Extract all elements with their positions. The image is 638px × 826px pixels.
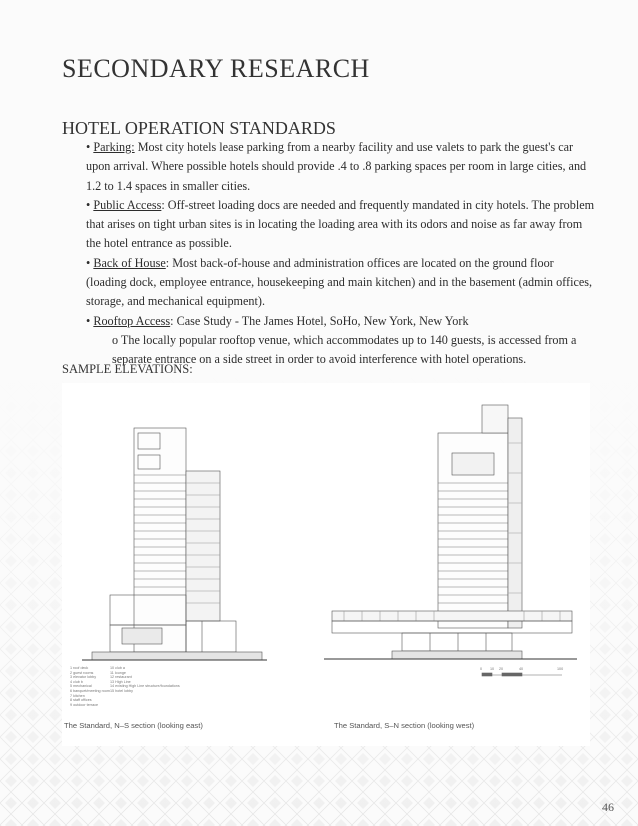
left-section-drawing <box>82 428 267 660</box>
bullet-label-parking: Parking: <box>93 140 135 154</box>
section-heading: HOTEL OPERATION STANDARDS <box>62 118 336 138</box>
legend-column-2 <box>110 666 180 694</box>
legend-column-1 <box>70 666 110 707</box>
bullet-text-public-access: : Off-street loading docs are needed and frequently mandated in city hotels. The problem that arises on tight urban sites is in locating the loading area with its odors and noise as far away from the hotel entrance as possible. <box>86 197 595 251</box>
scale-label-0: 0 <box>480 667 483 671</box>
legend-item: 5 mechanical <box>70 684 92 689</box>
bullet-label-back-of-house: Back of House <box>93 255 166 270</box>
scale-label-100: 100 <box>557 667 564 671</box>
bullet-label-rooftop-access: Rooftop Access <box>93 313 171 328</box>
page-title: SECONDARY RESEARCH <box>62 54 370 83</box>
scale-label-20: 20 <box>499 667 504 671</box>
legend-item: 9 outdoor terrace <box>70 702 99 707</box>
legend-item: 3 elevator lobby <box>70 675 97 680</box>
scale-label-10: 10 <box>490 667 495 671</box>
sub-bullet-marker: o <box>112 332 121 347</box>
bullet-marker: • <box>86 255 94 270</box>
legend-item: 13 High Line <box>110 679 131 684</box>
legend-item: 14 existing High Line structure/foundations <box>110 684 180 689</box>
bullet-parking <box>86 138 596 196</box>
legend-item: 1 roof deck <box>70 666 89 670</box>
bullet-public-access <box>86 196 596 254</box>
legend-item: 2 guest rooms <box>70 670 94 675</box>
bullet-text-rooftop-access: : Case Study - The James Hotel, SoHo, New York, New York <box>170 313 469 328</box>
bullet-marker: • <box>86 313 94 328</box>
legend-item: 12 restaurant <box>110 675 132 680</box>
legend-item: 15 hotel lobby <box>110 688 133 693</box>
scale-label-40: 40 <box>519 667 524 671</box>
legend-item: 8 staff offices <box>70 698 92 703</box>
page-number: 46 <box>602 800 614 814</box>
legend-item: 10 club a <box>110 666 125 670</box>
sub-bullet-text: The locally popular rooftop venue, which accommodates up to 140 guests, is accessed from a separate entrance on a side street in order to avoid interference with hotel operations. <box>112 332 577 367</box>
bullet-marker: • <box>86 140 94 154</box>
caption-left: The Standard, N–S section (looking east) <box>64 721 203 730</box>
caption-right: The Standard, S–N section (looking west) <box>334 721 475 730</box>
bullet-text-back-of-house: : Most back-of-house and administration offices are located on the ground floor (loading dock, employee entrance, housekeeping and main kitchen) and in the basement (admin offices, storage, and mechanical equipment). <box>86 255 593 309</box>
bullet-list <box>86 138 596 370</box>
bullet-label-public-access: Public Access <box>93 197 162 212</box>
bullet-back-of-house <box>86 254 596 312</box>
legend-item: 11 lounge <box>110 670 126 675</box>
right-section-drawing <box>324 405 577 659</box>
sample-elevations-label: SAMPLE ELEVATIONS: <box>62 362 193 376</box>
legend-item: 4 club b <box>70 679 83 684</box>
elevation-drawings <box>62 383 590 746</box>
bullet-rooftop-access <box>86 312 596 331</box>
scale-bar <box>482 673 562 676</box>
legend-item: 6 banquet/meeting room <box>70 688 110 693</box>
bullet-text-parking: Most city hotels lease parking from a nearby facility and use valets to park the guest's car upon arrival. Where possible hotels should provide .4 to .8 parking spaces per room in large cities, and 1.2 to 1.4 spaces in smaller cities. <box>86 140 587 193</box>
bullet-marker: • <box>86 197 94 212</box>
legend-item: 7 kitchen <box>70 693 85 698</box>
